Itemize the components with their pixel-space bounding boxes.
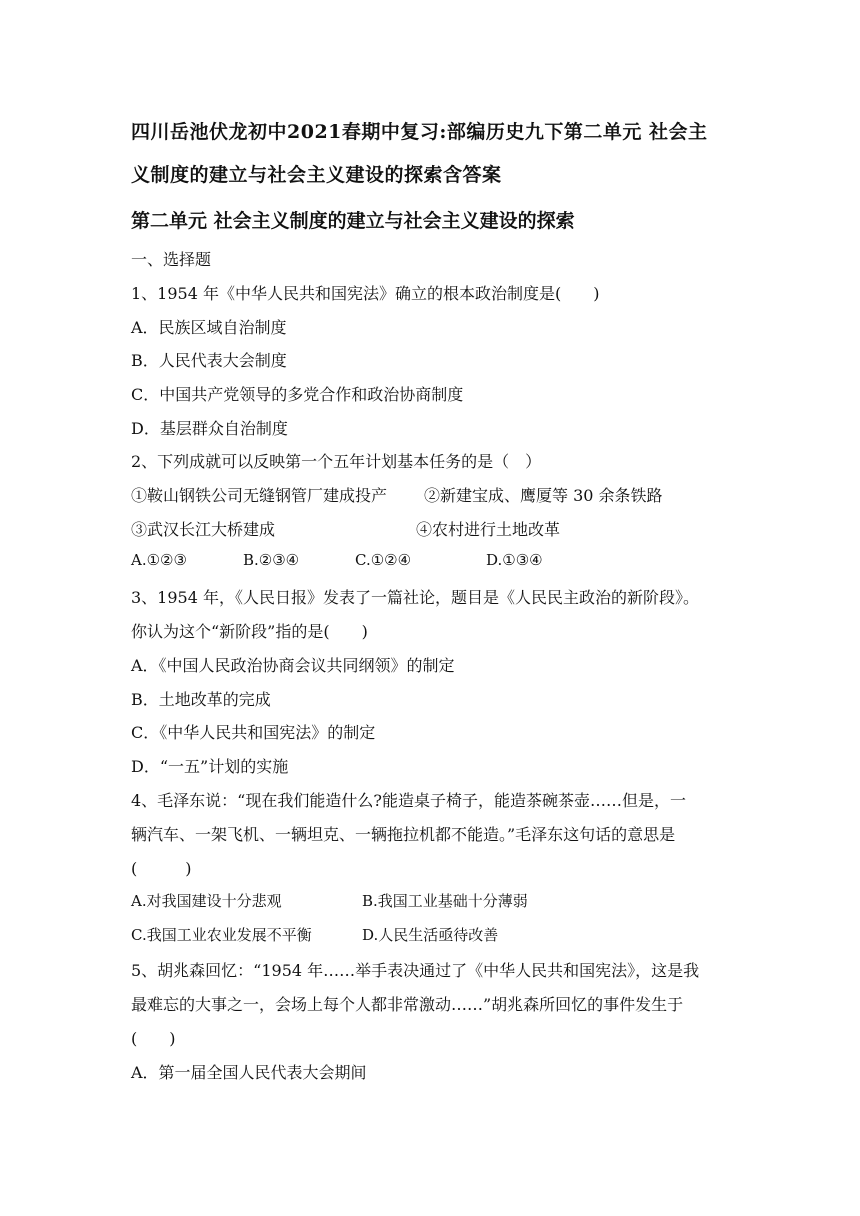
question-2-option-b: B.②③④ bbox=[243, 551, 300, 569]
question-3-option-b: B．土地改革的完成 bbox=[131, 690, 271, 709]
question-2-option-d: D.①③④ bbox=[486, 551, 543, 569]
question-1-stem: 1、1954 年《中华人民共和国宪法》确立的根本政治制度是( ) bbox=[131, 284, 600, 303]
question-3-option-d: D．“一五”计划的实施 bbox=[131, 757, 289, 776]
question-3-stem-line2: 你认为这个“新阶段”指的是( ) bbox=[131, 622, 368, 641]
question-2-option-a: A.①②③ bbox=[131, 551, 187, 569]
question-2-item-3: ③武汉长江大桥建成 bbox=[131, 520, 276, 539]
question-1-option-d: D．基层群众自治制度 bbox=[131, 419, 288, 438]
question-4-option-b: B.我国工业基础十分薄弱 bbox=[362, 892, 528, 910]
question-2-option-c: C.①②④ bbox=[355, 551, 412, 569]
question-1-option-a: A．民族区域自治制度 bbox=[131, 318, 287, 337]
question-4-option-d: D.人民生活亟待改善 bbox=[362, 926, 499, 944]
question-2-stem: 2、下列成就可以反映第一个五年计划基本任务的是（ ） bbox=[131, 452, 542, 471]
question-2-item-1: ①鞍山钢铁公司无缝钢管厂建成投产 bbox=[131, 486, 388, 505]
question-1-option-c: C．中国共产党领导的多党合作和政治协商制度 bbox=[131, 385, 464, 404]
section-heading: 一、选择题 bbox=[131, 250, 212, 269]
question-4-stem-line3: ( ) bbox=[131, 859, 192, 878]
document-title-line1: 四川岳池伏龙初中2021春期中复习:部编历史九下第二单元 社会主 bbox=[131, 121, 708, 143]
question-3-option-c: C．《中华人民共和国宪法》的制定 bbox=[131, 723, 376, 742]
question-5-stem-line3: ( ) bbox=[131, 1029, 176, 1048]
question-4-stem-line1: 4、毛泽东说：“现在我们能造什么?能造桌子椅子，能造茶碗茶壶……但是，一 bbox=[131, 791, 686, 810]
question-5-option-a: A．第一届全国人民代表大会期间 bbox=[131, 1063, 367, 1082]
question-3-stem-line1: 3、1954 年，《人民日报》发表了一篇社论，题目是《人民民主政治的新阶段》。 bbox=[131, 588, 699, 607]
question-3-option-a: A．《中国人民政治协商会议共同纲领》的制定 bbox=[131, 656, 455, 675]
question-4-stem-line2: 辆汽车、一架飞机、一辆坦克、一辆拖拉机都不能造。”毛泽东这句话的意思是 bbox=[131, 825, 676, 844]
question-5-stem-line2: 最难忘的大事之一，会场上每个人都非常激动……”胡兆森所回忆的事件发生于 bbox=[131, 995, 684, 1014]
question-2-item-4: ④农村进行土地改革 bbox=[416, 520, 561, 539]
question-2-item-2: ②新建宝成、鹰厦等 30 余条铁路 bbox=[424, 486, 663, 505]
question-4-option-c: C.我国工业农业发展不平衡 bbox=[131, 926, 312, 944]
question-5-stem-line1: 5、胡兆森回忆：“1954 年……举手表决通过了《中华人民共和国宪法》，这是我 bbox=[131, 961, 700, 980]
unit-heading: 第二单元 社会主义制度的建立与社会主义建设的探索 bbox=[131, 210, 575, 232]
document-title-line2: 义制度的建立与社会主义建设的探索含答案 bbox=[131, 164, 502, 186]
question-4-option-a: A.对我国建设十分悲观 bbox=[131, 892, 282, 910]
question-1-option-b: B．人民代表大会制度 bbox=[131, 351, 287, 370]
